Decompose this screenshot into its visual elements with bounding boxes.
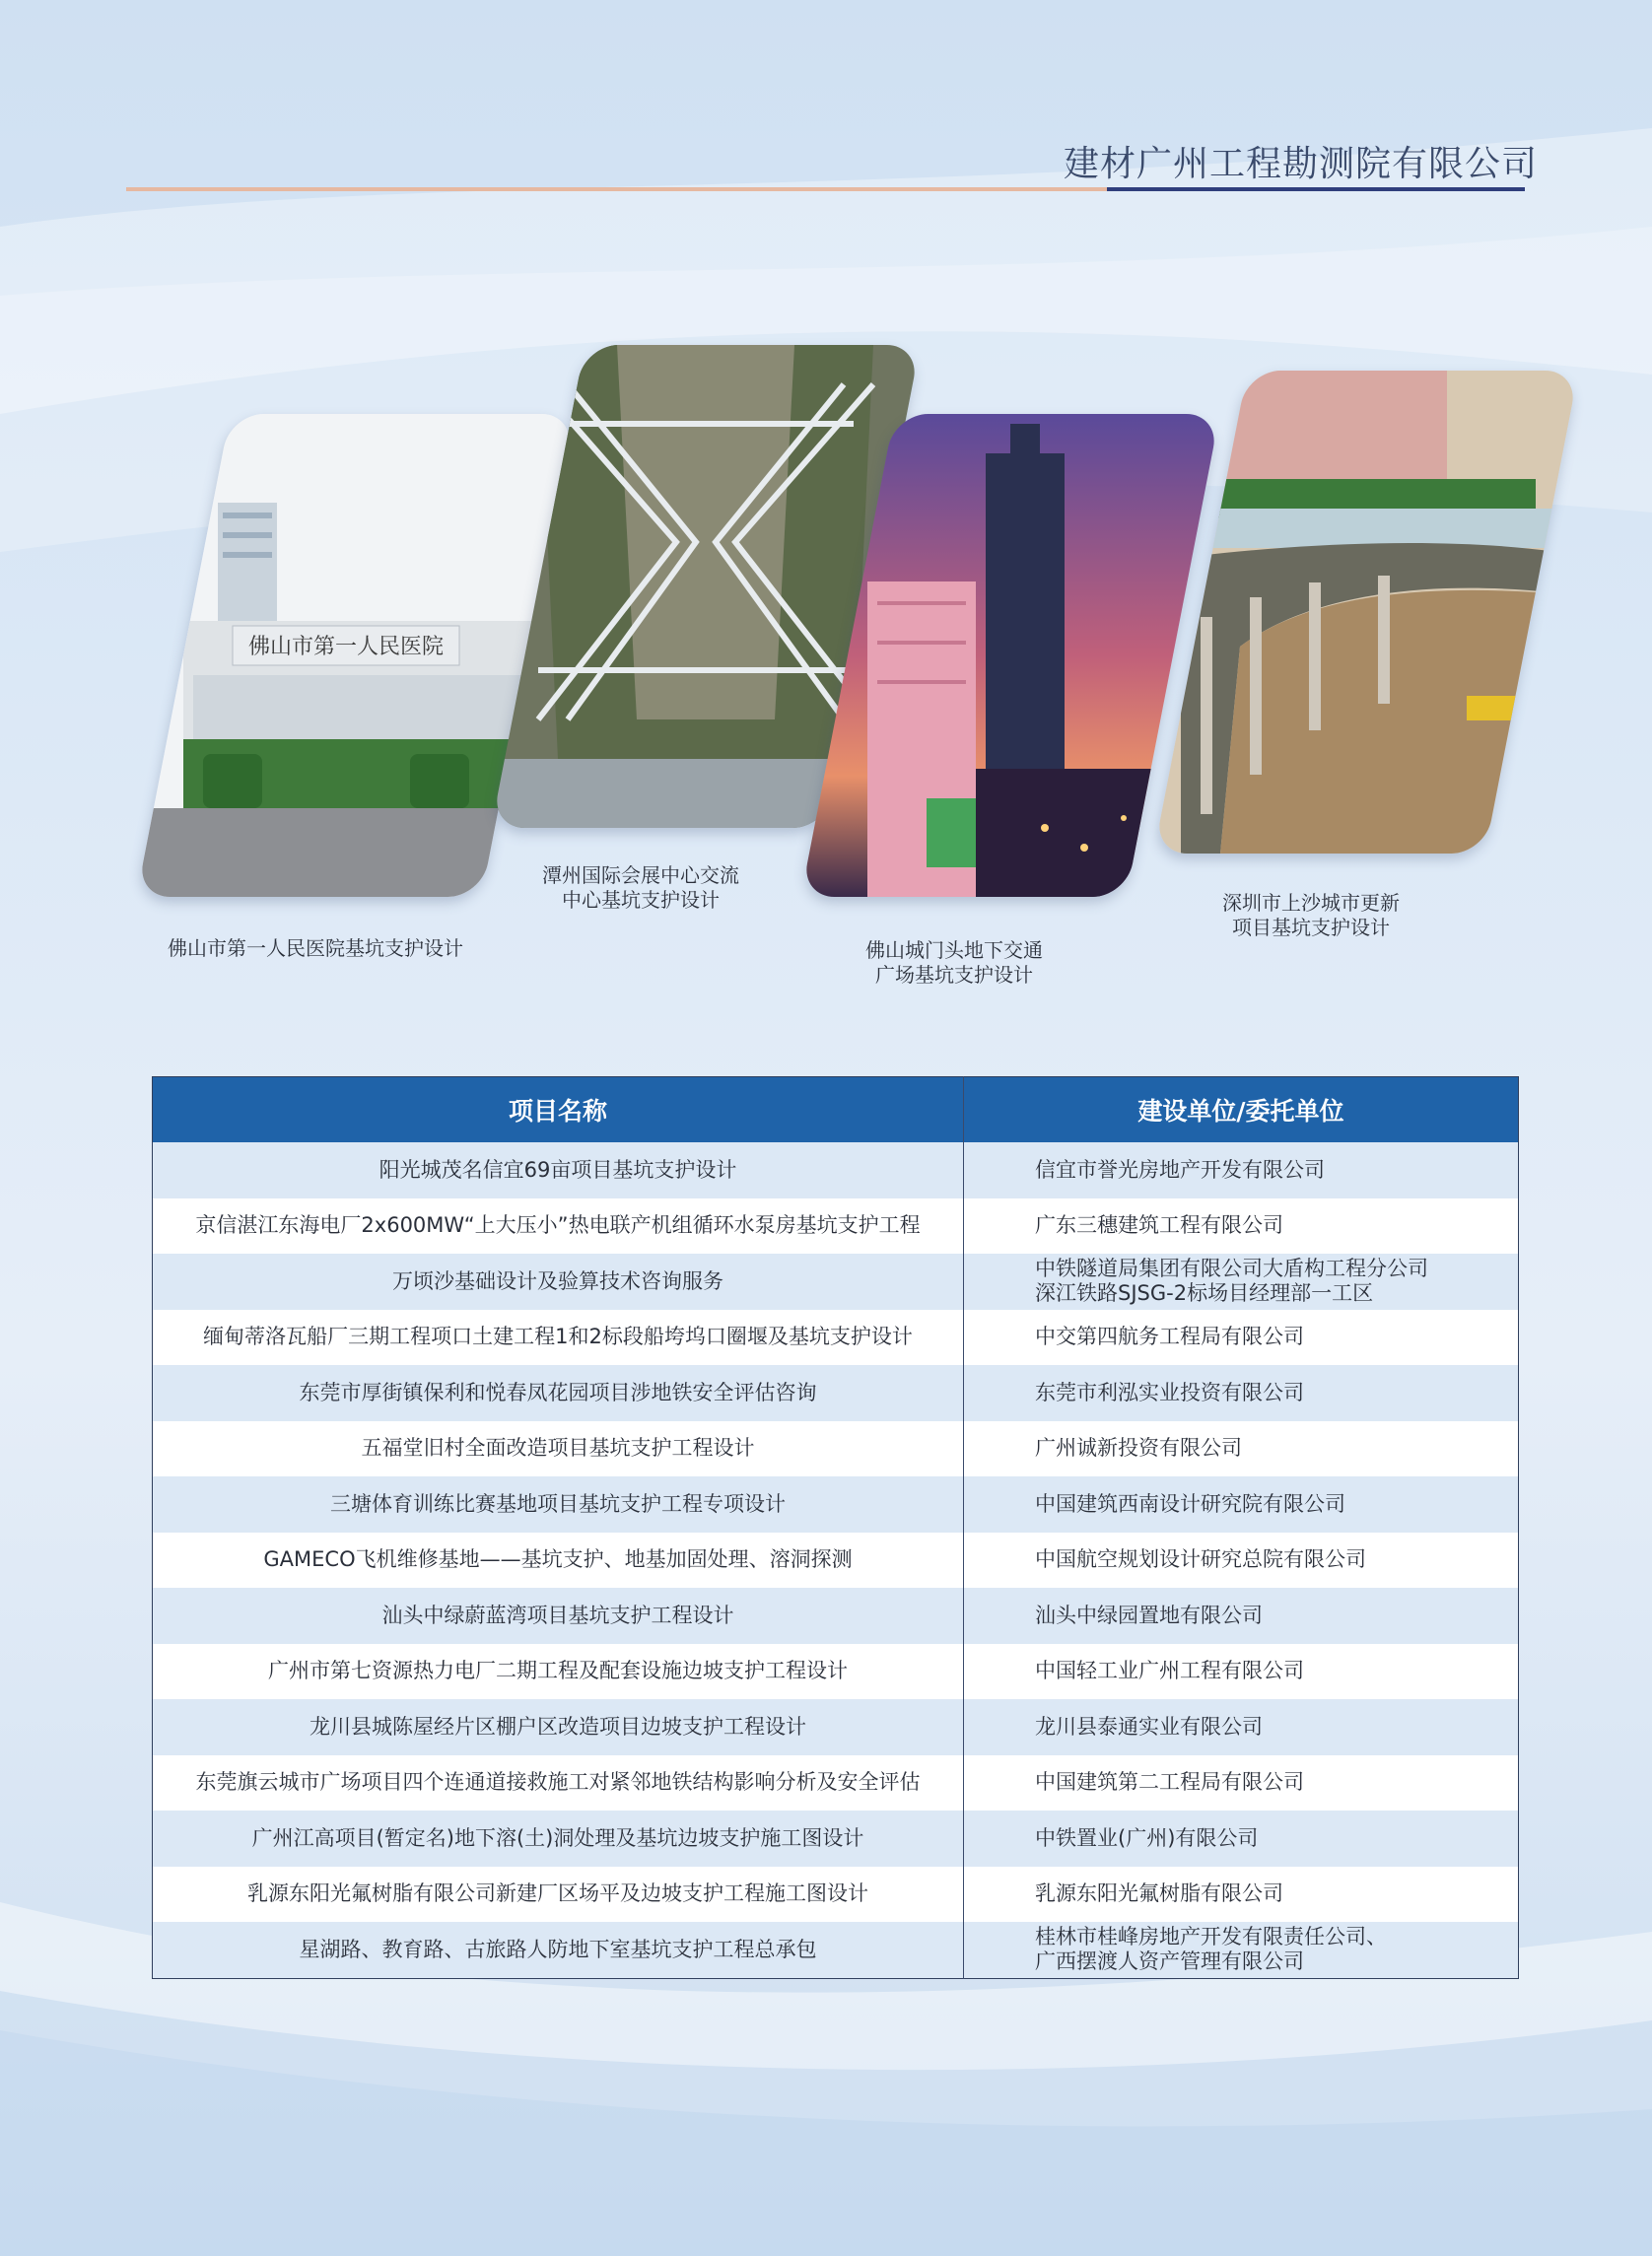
table-row xyxy=(153,1421,1519,1477)
cell-client: 龙川县泰通实业有限公司 xyxy=(964,1699,1519,1755)
cell-client: 乳源东阳光氟树脂有限公司 xyxy=(964,1867,1519,1923)
cell-project-name: 汕头中绿蔚蓝湾项目基坑支护工程设计 xyxy=(153,1588,964,1644)
table-row xyxy=(153,1588,1519,1644)
photo-caption: 佛山市第一人民医院基坑支护设计 xyxy=(168,936,463,960)
table-row xyxy=(153,1922,1519,1978)
svg-text:佛山市第一人民医院: 佛山市第一人民医院 xyxy=(247,635,445,659)
cell-project-name: GAMECO飞机维修基地——基坑支护、地基加固处理、溶洞探测 xyxy=(153,1533,964,1589)
cell-project-name: 三塘体育训练比赛基地项目基坑支护工程专项设计 xyxy=(153,1476,964,1533)
cell-project-name: 万顷沙基础设计及验算技术咨询服务 xyxy=(153,1254,964,1310)
table-row xyxy=(153,1476,1519,1533)
cell-client: 中铁置业(广州)有限公司 xyxy=(964,1811,1519,1867)
cell-project-name: 京信湛江东海电厂2x600MW“上大压小”热电联产机组循环水泵房基坑支护工程 xyxy=(153,1198,964,1255)
cell-project-name: 阳光城茂名信宜69亩项目基坑支护设计 xyxy=(153,1142,964,1198)
table-header-row xyxy=(153,1077,1519,1143)
table-row xyxy=(153,1533,1519,1589)
company-name: 建材广州工程勘测院有限公司 xyxy=(1063,144,1538,184)
table-row xyxy=(153,1142,1519,1198)
cell-client: 中国航空规划设计研究总院有限公司 xyxy=(964,1533,1519,1589)
cell-client: 信宜市誉光房地产开发有限公司 xyxy=(964,1142,1519,1198)
column-header-client: 建设单位/委托单位 xyxy=(964,1077,1519,1143)
table-row xyxy=(153,1198,1519,1255)
cell-project-name: 乳源东阳光氟树脂有限公司新建厂区场平及边坡支护工程施工图设计 xyxy=(153,1867,964,1923)
cell-client: 中铁隧道局集团有限公司大盾构工程分公司 深江铁路SJSG-2标场目经理部一工区 xyxy=(964,1254,1519,1310)
cell-project-name: 龙川县城陈屋经片区棚户区改造项目边坡支护工程设计 xyxy=(153,1699,964,1755)
cell-client: 广东三穗建筑工程有限公司 xyxy=(964,1198,1519,1255)
cell-project-name: 东莞市厚街镇保利和悦春凤花园项目涉地铁安全评估咨询 xyxy=(153,1365,964,1421)
cell-project-name: 星湖路、教育路、古旅路人防地下室基坑支护工程总承包 xyxy=(153,1922,964,1978)
table-row xyxy=(153,1254,1519,1310)
cell-client: 中国轻工业广州工程有限公司 xyxy=(964,1644,1519,1700)
table-row xyxy=(153,1755,1519,1812)
cell-project-name: 广州江高项目(暂定名)地下溶(土)洞处理及基坑边坡支护施工图设计 xyxy=(153,1811,964,1867)
table-row xyxy=(153,1867,1519,1923)
table-row xyxy=(153,1811,1519,1867)
cell-client: 汕头中绿园置地有限公司 xyxy=(964,1588,1519,1644)
table-row xyxy=(153,1699,1519,1755)
cell-project-name: 东莞旗云城市广场项目四个连通道接救施工对紧邻地铁结构影响分析及安全评估 xyxy=(153,1755,964,1812)
cell-client: 广州诚新投资有限公司 xyxy=(964,1421,1519,1477)
table-row xyxy=(153,1644,1519,1700)
photo-caption: 深圳市上沙城市更新 项目基坑支护设计 xyxy=(1222,891,1400,939)
cell-client: 中交第四航务工程局有限公司 xyxy=(964,1310,1519,1366)
table-row xyxy=(153,1365,1519,1421)
cell-project-name: 五福堂旧村全面改造项目基坑支护工程设计 xyxy=(153,1421,964,1477)
header-rule-dark xyxy=(1107,187,1525,191)
projects-table xyxy=(152,1076,1519,1979)
header-rule-accent xyxy=(126,187,1107,191)
photo-caption: 佛山城门头地下交通 广场基坑支护设计 xyxy=(865,938,1043,987)
photo-caption: 潭州国际会展中心交流 中心基坑支护设计 xyxy=(542,863,739,912)
cell-client: 中国建筑西南设计研究院有限公司 xyxy=(964,1476,1519,1533)
cell-project-name: 广州市第七资源热力电厂二期工程及配套设施边坡支护工程设计 xyxy=(153,1644,964,1700)
table-row xyxy=(153,1310,1519,1366)
cell-client: 桂林市桂峰房地产开发有限责任公司、 广西摆渡人资产管理有限公司 xyxy=(964,1922,1519,1978)
cell-client: 中国建筑第二工程局有限公司 xyxy=(964,1755,1519,1812)
column-header-project: 项目名称 xyxy=(153,1077,964,1143)
cell-client: 东莞市利泓实业投资有限公司 xyxy=(964,1365,1519,1421)
cell-project-name: 缅甸蒂洛瓦船厂三期工程项口土建工程1和2标段船垮坞口圈堰及基坑支护设计 xyxy=(153,1310,964,1366)
